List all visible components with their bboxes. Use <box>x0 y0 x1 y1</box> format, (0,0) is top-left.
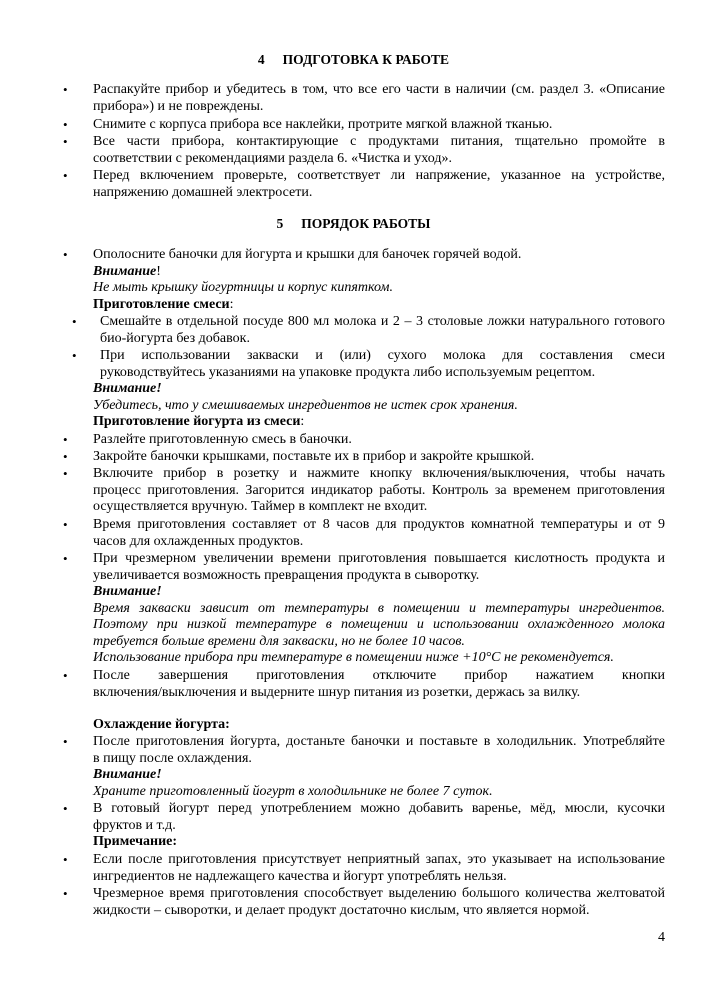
item-text: Время приготовления составляет от 8 часов для продуктов комнатной температуры и от 9 <box>93 517 665 532</box>
attention-block <box>93 584 665 667</box>
bullet: • <box>63 82 68 97</box>
list-item <box>63 551 665 584</box>
item-text: При чрезмерном увеличении времени приготовления повышается кислотность продукта и <box>93 551 665 566</box>
subheading: Приготовление смеси <box>93 296 230 312</box>
item-text: Если после приготовления присутствует неприятный запах, это указывает на использование <box>93 852 665 867</box>
subheading: Охлаждение йогурта: <box>93 717 230 732</box>
item-text: жидкости – сыворотки, и делает продукт достаточно кислым, что является нормой. <box>93 902 590 918</box>
item-text: осуществляется вручную. Таймер в комплект не входит. <box>93 499 428 514</box>
bullet: • <box>63 168 68 183</box>
item-text: фруктов и т.д. <box>93 817 176 833</box>
punctuation: ! <box>156 263 161 279</box>
item-text: Перед включением проверьте, соответствует ли напряжение, указанное на устройстве, <box>93 168 665 183</box>
attention-text: требуется больше времени для закваски, но не более 10 часов. <box>93 633 465 649</box>
list-item <box>63 517 665 550</box>
item-text: в пищу после охлаждения. <box>93 750 252 766</box>
attention-text: Храните приготовленный йогурт в холодильнике не более 7 суток. <box>93 783 493 799</box>
bullet: • <box>63 134 68 149</box>
attention-text: Убедитесь, что у смешиваемых ингредиентов не истек срок хранения. <box>93 397 518 413</box>
bullet: • <box>63 432 68 447</box>
attention-label: Внимание! <box>93 767 162 782</box>
item-text: При использовании закваски и (или) сухого молока для составления смеси <box>100 348 665 363</box>
bullet: • <box>63 117 68 132</box>
section-5-heading <box>0 216 707 233</box>
item-text: включения/выключения и выдерните шнур питания из розетки, держась за вилку. <box>93 684 581 700</box>
list-item <box>63 134 665 167</box>
item-text: Закройте баночки крышками, поставьте их в прибор и закройте крышкой. <box>93 449 535 464</box>
punctuation: : <box>229 296 234 312</box>
item-text: После завершения приготовления отключите прибор нажатием кнопки <box>93 668 665 683</box>
page-number: 4 <box>658 930 665 945</box>
item-text: После приготовления йогурта, достаньте баночки и поставьте в холодильник. Употребляйте <box>93 734 665 749</box>
attention-label: Внимание <box>93 263 157 279</box>
bullet: • <box>63 517 68 532</box>
attention-text: Поэтому при низкой температуре в помещении и использовании охлажденного молока <box>93 617 665 632</box>
list-item <box>63 168 665 201</box>
attention-label: Внимание! <box>93 584 162 599</box>
list-item <box>72 314 665 347</box>
attention-text: Использование прибора при температуре в помещении ниже +10°C не рекомендуется. <box>93 650 614 665</box>
section-4-heading <box>0 52 707 69</box>
bullet: • <box>63 852 68 867</box>
item-text: Включите прибор в розетку и нажмите кнопку включения/выключения, чтобы начать <box>93 466 665 481</box>
list-item <box>63 432 665 449</box>
item-text: прибора») и не повреждены. <box>93 98 264 114</box>
bullet: • <box>72 314 77 329</box>
item-text: Смешайте в отдельной посуде 800 мл молока и 2 – 3 столовые ложки натурального готового <box>100 314 665 329</box>
section-title: ПОДГОТОВКА К РАБОТЕ <box>282 52 450 67</box>
list-item <box>63 734 665 800</box>
list-item <box>63 449 665 466</box>
item-text: В готовый йогурт перед употреблением можно добавить варенье, мёд, мюсли, кусочки <box>93 801 665 816</box>
subheading: Приготовление йогурта из смеси <box>93 414 301 429</box>
section-number: 4 <box>257 52 265 67</box>
item-text: часов для охлажденных продуктов. <box>93 533 304 549</box>
section-number: 5 <box>276 216 284 231</box>
bullet: • <box>63 247 68 262</box>
item-text: Ополосните баночки для йогурта и крышки для баночек горячей водой. <box>93 247 522 262</box>
section-title: ПОРЯДОК РАБОТЫ <box>301 216 431 231</box>
list-item <box>63 886 665 919</box>
item-text: увеличивается возможность превращения продукта в сыворотку. <box>93 567 480 583</box>
list-item <box>63 117 665 134</box>
item-text: процесс приготовления. Загорится индикатор работы. Контроль за временем приготовления <box>93 482 665 498</box>
bullet: • <box>63 668 68 683</box>
item-text: био-йогурта без добавок. <box>100 330 250 346</box>
bullet: • <box>63 734 68 749</box>
bullet: • <box>63 449 68 464</box>
attention-text: Время закваски зависит от температуры в помещении и температуры ингредиентов. <box>93 600 665 616</box>
item-text: Распакуйте прибор и убедитесь в том, что все его части в наличии (см. раздел 3. «Описание <box>93 82 665 97</box>
item-text: Разлейте приготовленную смесь в баночки. <box>93 432 352 447</box>
list-item <box>63 852 665 885</box>
bullet: • <box>63 801 68 816</box>
bullet: • <box>63 886 68 901</box>
list-item <box>63 247 665 313</box>
list-item <box>63 801 665 851</box>
item-text: напряжению домашней электросети. <box>93 184 313 200</box>
list-item <box>63 82 665 115</box>
attention-label: Внимание! <box>93 381 162 396</box>
attention-block <box>93 381 665 431</box>
list-item <box>63 668 665 701</box>
item-text: ингредиентов не надлежащего качества и йогурт употреблять нельзя. <box>93 868 507 884</box>
item-text: Чрезмерное время приготовления способствует выделению большого количества желтоватой <box>93 886 665 901</box>
item-text: руководствуйтесь указаниями на упаковке продукта либо используемым рецептом. <box>100 364 596 380</box>
item-text: Все части прибора, контактирующие с продуктами питания, тщательно промойте в <box>93 134 665 149</box>
list-item <box>72 348 665 381</box>
bullet: • <box>63 466 68 481</box>
bullet: • <box>63 551 68 566</box>
punctuation: : <box>300 414 305 429</box>
list-item <box>63 466 665 516</box>
item-text: Снимите с корпуса прибора все наклейки, протрите мягкой влажной тканью. <box>93 117 553 132</box>
bullet: • <box>72 348 77 363</box>
attention-text: Не мыть крышку йогуртницы и корпус кипятком. <box>93 280 393 295</box>
subheading: Примечание: <box>93 834 178 849</box>
item-text: соответствии с рекомендациями раздела 6. «Чистка и уход». <box>93 150 452 166</box>
